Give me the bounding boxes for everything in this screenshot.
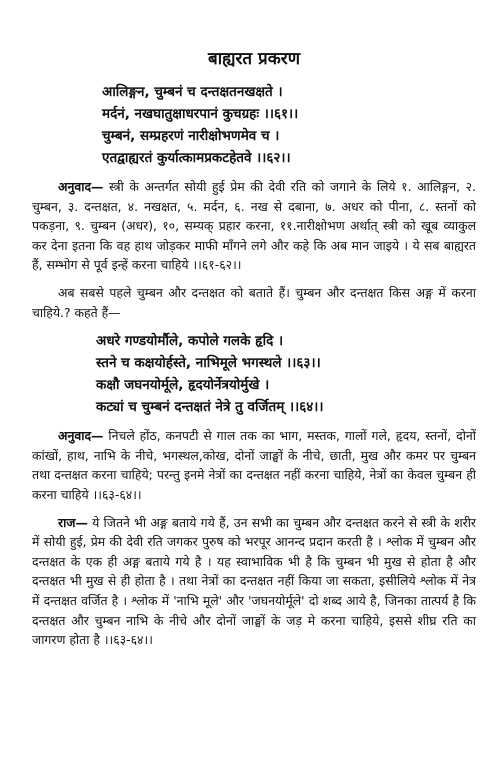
translation-paragraph-61-62 <box>32 177 476 275</box>
verse-line: आलिङ्गन, चुम्बनं च दन्तक्षतनखक्षते । <box>102 84 283 100</box>
verse-line: एतद्वाह्यरतं कुर्यात्कामप्रकटहेतवे ।।६२।। <box>102 150 291 166</box>
verse-line: चुम्बनं, सम्प्रहरणं नारीक्षोभणमेव च । <box>102 128 280 144</box>
verse-line: मर्दनं, नखघातुक्षाधरपानं कुचग्रहः ।।६१।। <box>102 106 299 122</box>
verse-line: स्तने च कक्षयोर्हस्ते, नाभिमूले भगस्थले ।।६३।। <box>96 355 321 372</box>
translation-paragraph-63-64 <box>32 426 476 504</box>
verse-line: अधरे गण्डयोर्मौले, कपोले गलके हृदि । <box>96 333 284 350</box>
translation-text: निचले होंठ, कनपटी से गाल तक का भाग, मस्तक, गालों गले, हृदय, स्तनों, दोनों कांखों, हाथ, नाभि के नीचे, भगस्थल,कोख, दोनों जाङ्घों के नीचे, छाती, मुख और कमर पर चुम्बन तथा दन्तक्षत करना चाहिये; परन्तु इनमे नेत्रों का दन्तक्षत नहीं करना चाहिये, नेत्रों का केवल चुम्बन ही करना चाहिये ।।६३-६४।। <box>32 428 476 502</box>
verse-block-61-62 <box>32 81 476 169</box>
verse-block-63-64 <box>32 330 476 418</box>
commentary-text: ये जितने भी अङ्ग बताये गये हैं, उन सभी का चुम्बन और दन्तक्षत करने से स्त्री के शरीर में सोयी हुई, प्रेम की देवी रति जगकर पुरुष को भरपूर आनन्द प्रदान करती है । श्लोक में चुम्बन और दन्तक्षत के एक ही अङ्ग बताये गये है । यह स्वाभाविक भी है कि चुम्बन भी मुख से होता है और दन्तक्षत भी मुख से ही होता है । तथा नेत्रों का दन्तक्षत नहीं किया जा सकता, इसीलिये श्लोक में नेत्र में दन्तक्षत वर्जित है । श्लोक में 'नाभि मूले' और 'जघनयोर्मूले' दो शब्द आये है, जिनका तात्पर्य है कि दन्तक्षत और चुम्बन नाभि के नीचे और दोनों जाङ्घों के जड़ मे करना चाहिये, इससे शीघ्र रति का जागरण होता है ।।६३-६४।। <box>32 514 476 648</box>
page-title: बाह्यरत प्रकरण <box>207 49 301 69</box>
commentary-label: राज— <box>58 514 88 530</box>
translation-label: अनुवाद— <box>58 428 104 444</box>
commentary-paragraph <box>32 513 476 650</box>
verse-line: कट्यां च चुम्बनं दन्तक्षतं नेत्रे तु वर्जितम् ।।६४।। <box>96 399 324 416</box>
intro-paragraph: अब सबसे पहले चुम्बन और दन्तक्षत को बताते हैं। चुम्बन और दन्तक्षत किस अङ्ग में करना चाहिये.? कहते हैं— <box>32 284 476 320</box>
translation-text: स्त्री के अन्तर्गत सोयी हुई प्रेम की देवी रति को जगाने के लिये १. आलिङ्गन, २. चुम्बन, ३. दन्तक्षत, ४. नखक्षत, ५. मर्दन, ६. नख से दबाना, ७. अधर को पीना, ८. स्तनों को पकड़ना, ९. चुम्बन (अधर), १०, सम्यक् प्रहार करना, ११.नारीक्षोभण अर्थात् स्त्री को खूब व्याकुल कर देना इतना कि वह हाथ जोड़कर माफी माँगने लगे और कहे कि अब मान जाइये । ये सब बाह्यरत हैं, सम्भोग से पूर्व इन्हें करना चाहिये ।।६१-६२।। <box>32 179 476 273</box>
verse-line: कक्षौ जघनयोर्मूले, हृदयोर्नेत्रयोर्मुखे । <box>96 377 270 394</box>
translation-label: अनुवाद— <box>58 179 104 194</box>
